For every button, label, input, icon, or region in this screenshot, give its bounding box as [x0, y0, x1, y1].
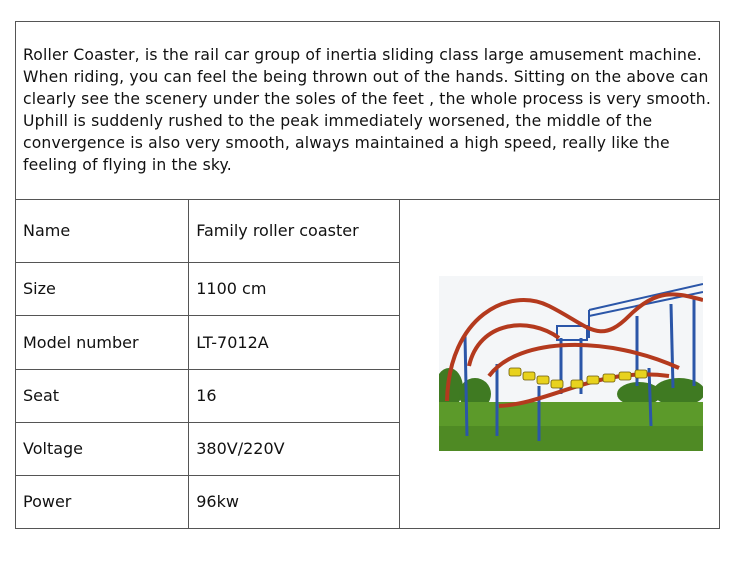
- product-description: Roller Coaster, is the rail car group of inertia sliding class large amusement machine. When riding, you can feel the being thrown out of the hands. Sitting on the above can clearly see the scenery under the soles of the feet , the whole process is very smooth. Uphill is suddenly rushed to the peak immediately worsened, the middle of the convergence is also very smooth, always maintained a high speed, really like the feeling of flying in the sky.: [16, 22, 719, 200]
- table-row: [16, 315, 400, 369]
- product-sheet: [15, 21, 720, 529]
- table-row: [16, 422, 400, 475]
- spec-label-voltage: Voltage: [16, 422, 189, 475]
- spec-value-voltage: 380V/220V: [189, 422, 400, 475]
- spec-label-name: Name: [16, 200, 189, 262]
- spec-value-model-number: LT-7012A: [189, 315, 400, 369]
- spec-label-model-number: Model number: [16, 315, 189, 369]
- product-photo-cell: [400, 200, 719, 528]
- spec-value-name: Family roller coaster: [189, 200, 400, 262]
- spec-value-seat: 16: [189, 369, 400, 422]
- table-row: [16, 200, 400, 262]
- spec-label-power: Power: [16, 475, 189, 528]
- spec-table: [16, 200, 400, 528]
- spec-label-size: Size: [16, 262, 189, 315]
- spec-label-seat: Seat: [16, 369, 189, 422]
- table-row: [16, 475, 400, 528]
- table-row: [16, 262, 400, 315]
- roller-coaster-photo: [439, 276, 703, 451]
- spec-value-size: 1100 cm: [189, 262, 400, 315]
- spec-value-power: 96kw: [189, 475, 400, 528]
- table-row: [16, 369, 400, 422]
